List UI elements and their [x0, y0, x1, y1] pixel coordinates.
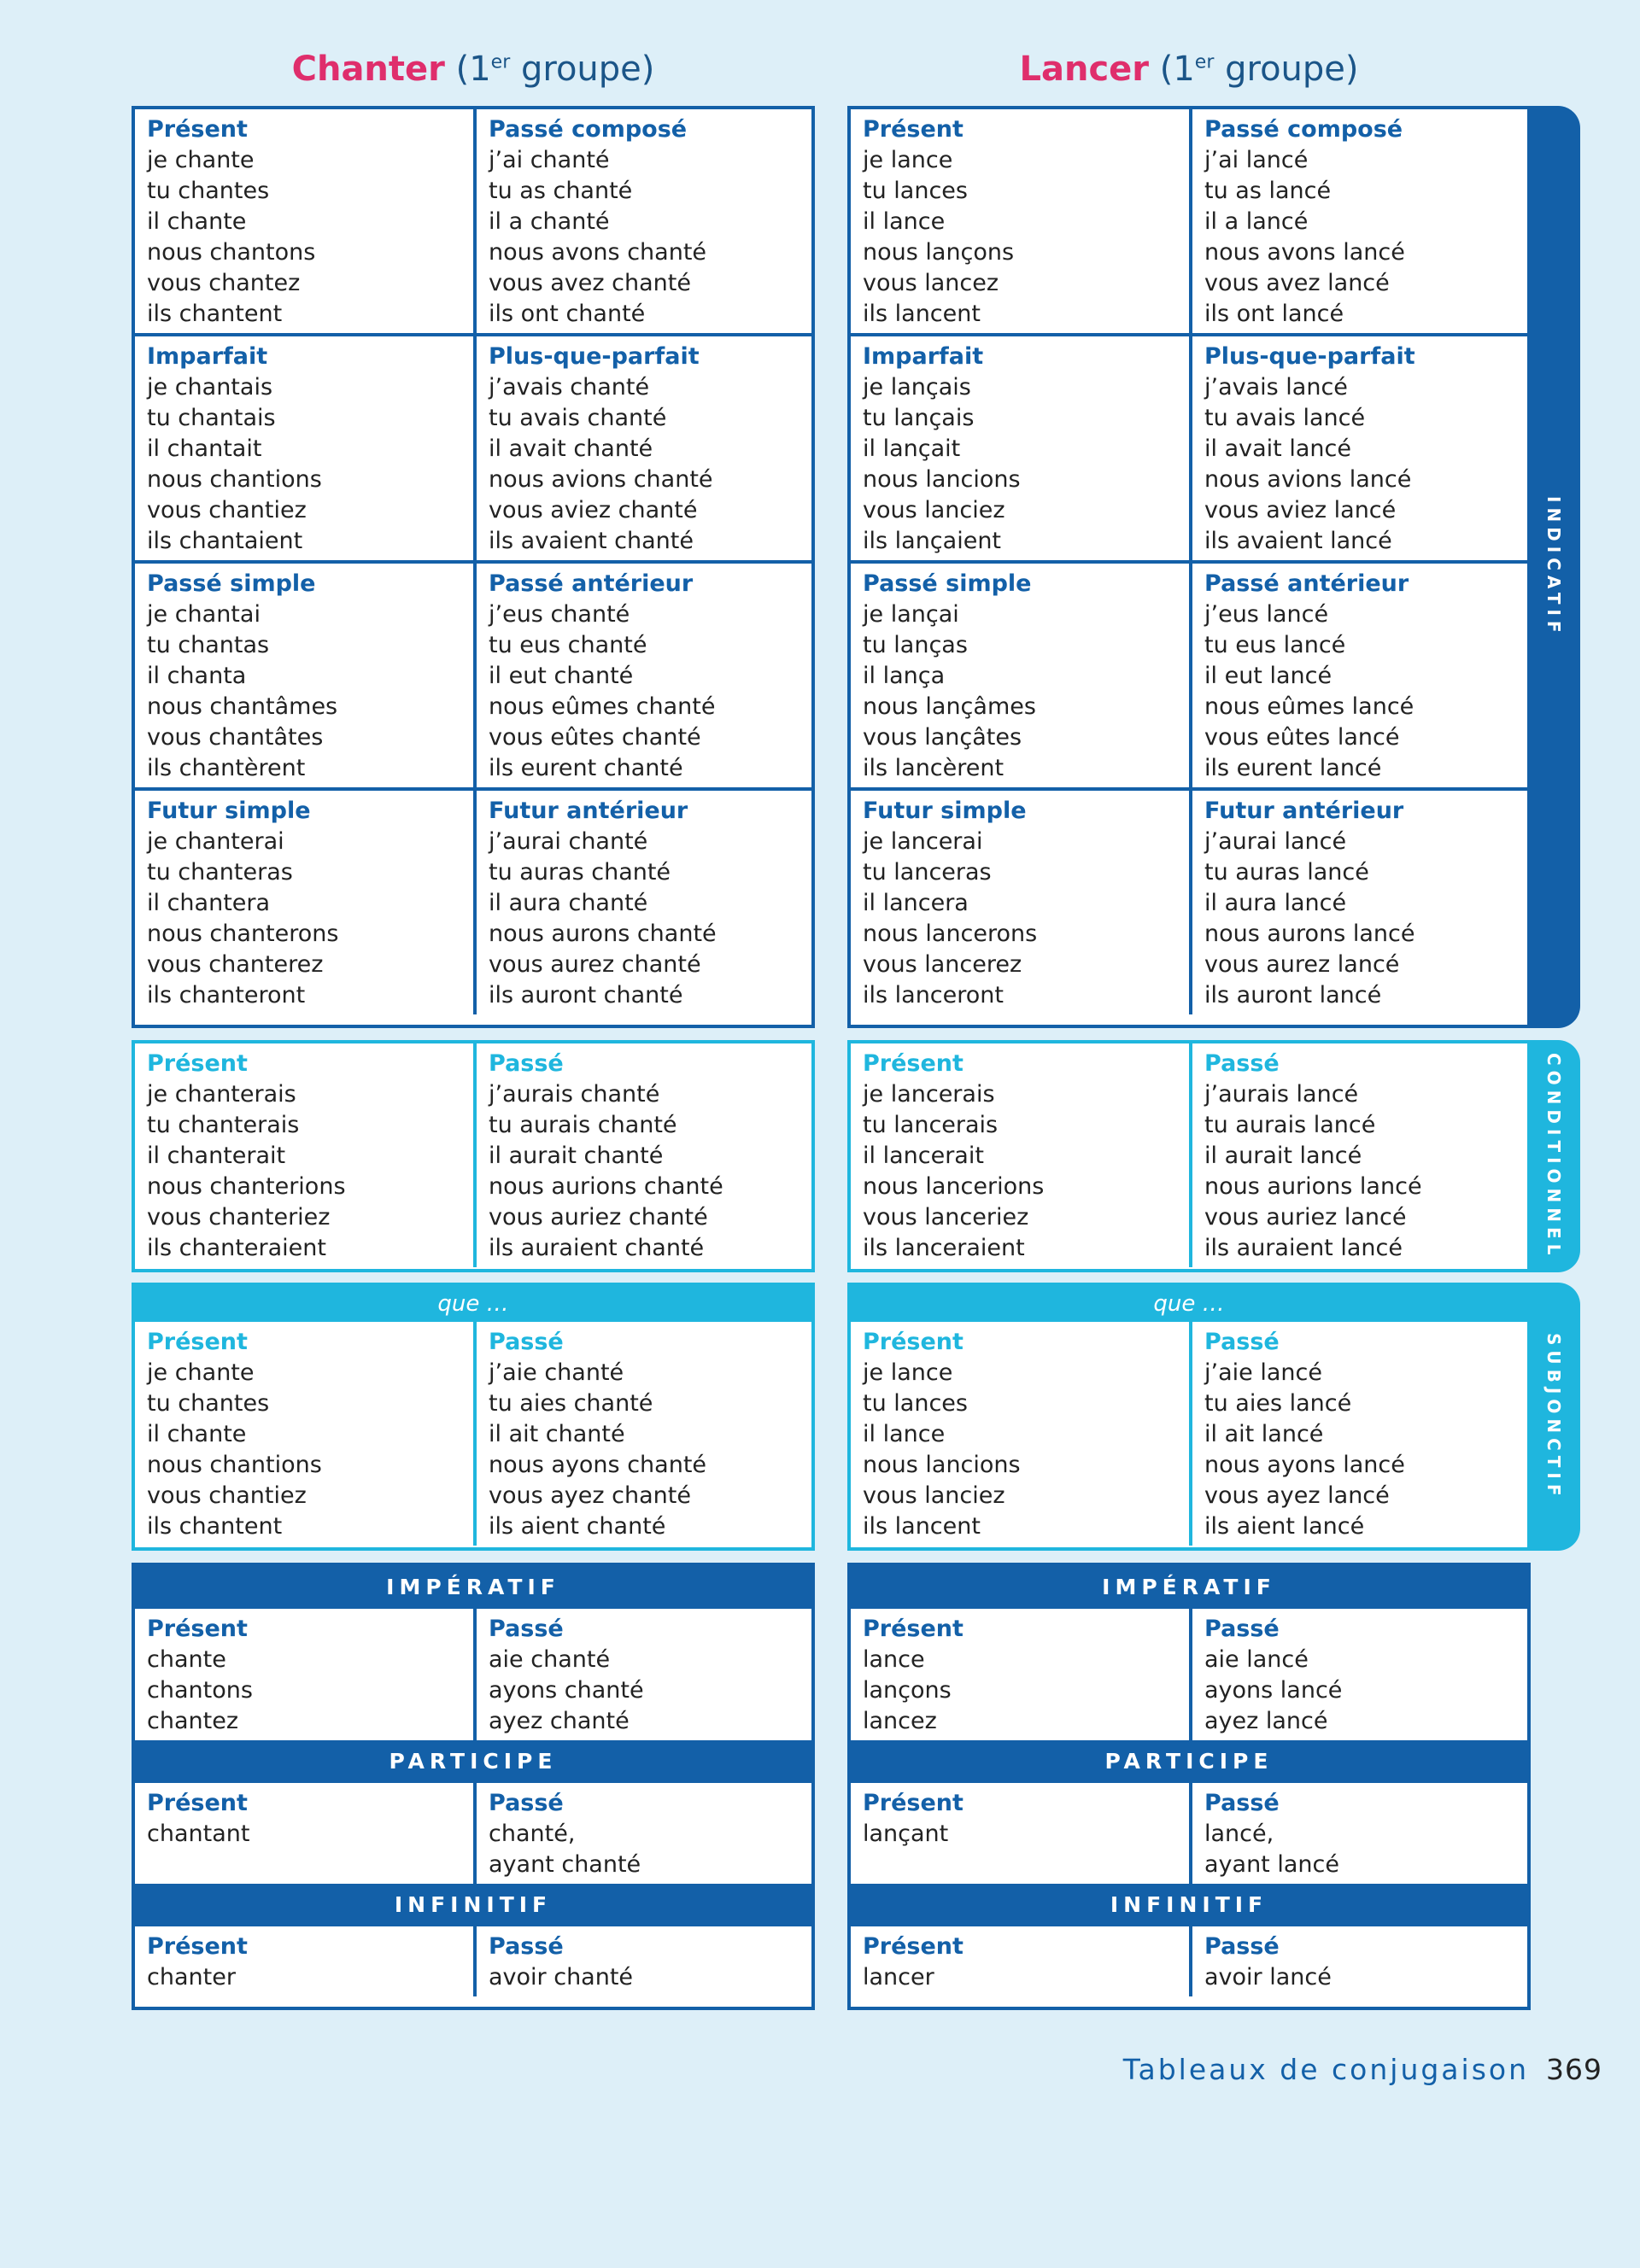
participe-header: PARTICIPE: [135, 1740, 811, 1783]
tense-row: [851, 333, 1527, 560]
tense-cell: Passé antérieur j’eus lancé tu eus lancé il eut lancé nous eûmes lancé vous eûtes lancé ils eurent lancé: [1189, 564, 1527, 787]
verb-group: (1er groupe): [455, 50, 655, 89]
participe-header: PARTICIPE: [851, 1740, 1527, 1783]
tense-cell: Imparfait je chantais tu chantais il chantait nous chantions vous chantiez ils chantaient: [147, 343, 322, 554]
tense-row: [135, 1609, 811, 1740]
tense-cell: Passé lancé, ayant lancé: [1189, 1783, 1527, 1884]
tense-cell: Présent je lance tu lances il lance nous lancions vous lanciez ils lancent: [863, 1329, 1021, 1540]
infinitif-header: INFINITIF: [851, 1884, 1527, 1926]
conditionnel-table-chanter: [132, 1040, 815, 1272]
tense-cell: Présent je lancerais tu lancerais il lancerait nous lancerions vous lanceriez ils lanceraient: [863, 1050, 1045, 1261]
tense-cell: Passé simple je lançai tu lanças il lança nous lançâmes vous lançâtes ils lancèrent: [863, 570, 1036, 781]
subjonctif-table-chanter: [132, 1283, 815, 1551]
tense-row: [135, 1322, 811, 1546]
indicatif-table-chanter: [132, 106, 815, 1028]
tense-row: [851, 1926, 1527, 1996]
tense-row: [135, 560, 811, 787]
tense-cell: Présent lance lançons lancez: [863, 1616, 964, 1734]
tab-label: INDICATIF: [1543, 496, 1564, 638]
tense-cell: Passé chanté, ayant chanté: [473, 1783, 811, 1884]
page-footer: [1123, 2053, 1602, 2086]
tense-cell: Présent chanter: [147, 1933, 248, 1990]
tense-cell: Passé j’aurais lancé tu aurais lancé il aurait lancé nous aurions lancé vous auriez lancé ils auraient lancé: [1189, 1043, 1527, 1267]
verb-title-chanter: [132, 50, 815, 89]
verb-name: Lancer: [1019, 50, 1150, 89]
tense-row: [135, 1926, 811, 1996]
tense-cell: Plus-que-parfait j’avais chanté tu avais chanté il avait chanté nous avions chanté vous aviez chanté ils avaient chanté: [473, 336, 811, 560]
tense-cell: Passé composé j’ai chanté tu as chanté il a chanté nous avons chanté vous avez chanté ils ont chanté: [473, 109, 811, 333]
tense-cell: Passé avoir lancé: [1189, 1926, 1527, 1996]
tense-cell: Présent lancer: [863, 1933, 964, 1990]
infinitif-header: INFINITIF: [135, 1884, 811, 1926]
tab-subjonctif: [1527, 1283, 1580, 1551]
page-number: 369: [1546, 2053, 1602, 2086]
imperatif-participe-infinitif-table-chanter: [132, 1563, 815, 2010]
tense-row: [135, 1783, 811, 1884]
tense-cell: Passé composé j’ai lancé tu as lancé il a lancé nous avons lancé vous avez lancé ils ont lancé: [1189, 109, 1527, 333]
tense-cell: Passé j’aie chanté tu aies chanté il ait chanté nous ayons chanté vous ayez chanté ils aient chanté: [473, 1322, 811, 1546]
tab-indicatif: [1527, 106, 1580, 1028]
tense-cell: Présent je chanterais tu chanterais il chanterait nous chanterions vous chanteriez ils chanteraient: [147, 1050, 346, 1261]
imperatif-header: IMPÉRATIF: [851, 1566, 1527, 1609]
tense-cell: Futur simple je lancerai tu lanceras il lancera nous lancerons vous lancerez ils lanceront: [863, 798, 1038, 1008]
indicatif-table-lancer: [847, 106, 1531, 1028]
tense-row: [135, 333, 811, 560]
imperatif-header: IMPÉRATIF: [135, 1566, 811, 1609]
tense-cell: Plus-que-parfait j’avais lancé tu avais lancé il avait lancé nous avions lancé vous aviez lancé ils avaient lancé: [1189, 336, 1527, 560]
footer-section: Tableaux de conjugaison: [1122, 2053, 1529, 2086]
tense-cell: Présent je lance tu lances il lance nous lançons vous lancez ils lancent: [863, 116, 1015, 327]
tense-row: [851, 560, 1527, 787]
tense-row: [135, 1043, 811, 1267]
tense-row: [851, 1609, 1527, 1740]
tense-cell: Futur simple je chanterai tu chanteras il chantera nous chanterons vous chanterez ils chanteront: [147, 798, 339, 1008]
tense-row: [135, 787, 811, 1014]
tense-cell: Passé aie chanté ayons chanté ayez chanté: [473, 1609, 811, 1740]
que-header: que …: [135, 1286, 811, 1322]
verb-group: (1er groupe): [1159, 50, 1359, 89]
tense-cell: Futur antérieur j’aurai chanté tu auras chanté il aura chanté nous aurons chanté vous aurez chanté ils auront chanté: [473, 791, 811, 1014]
tense-cell: Imparfait je lançais tu lançais il lançait nous lancions vous lanciez ils lançaient: [863, 343, 1021, 554]
imperatif-participe-infinitif-table-lancer: [847, 1563, 1531, 2010]
tense-row: [851, 1043, 1527, 1267]
tense-row: [851, 787, 1527, 1014]
tab-conditionnel: [1527, 1040, 1580, 1272]
tense-row: [851, 1322, 1527, 1546]
verb-name: Chanter: [291, 50, 445, 89]
tense-cell: Passé avoir chanté: [473, 1926, 811, 1996]
subjonctif-table-lancer: [847, 1283, 1531, 1551]
tense-cell: Futur antérieur j’aurai lancé tu auras lancé il aura lancé nous aurons lancé vous aurez lancé ils auront lancé: [1189, 791, 1527, 1014]
tab-label: CONDITIONNEL: [1543, 1052, 1564, 1260]
tense-cell: Présent chante chantons chantez: [147, 1616, 253, 1734]
tense-cell: Présent lançant: [863, 1790, 964, 1847]
tense-cell: Présent je chante tu chantes il chante nous chantons vous chantez ils chantent: [147, 116, 316, 327]
tense-cell: Passé j’aurais chanté tu aurais chanté il aurait chanté nous aurions chanté vous auriez chanté ils auraient chanté: [473, 1043, 811, 1267]
tense-row: [135, 109, 811, 333]
tense-cell: Présent je chante tu chantes il chante nous chantions vous chantiez ils chantent: [147, 1329, 322, 1540]
tense-cell: Passé antérieur j’eus chanté tu eus chanté il eut chanté nous eûmes chanté vous eûtes chanté ils eurent chanté: [473, 564, 811, 787]
que-header: que …: [851, 1286, 1527, 1322]
tense-cell: Passé simple je chantai tu chantas il chanta nous chantâmes vous chantâtes ils chantèrent: [147, 570, 338, 781]
tense-cell: Passé j’aie lancé tu aies lancé il ait lancé nous ayons lancé vous ayez lancé ils aient lancé: [1189, 1322, 1527, 1546]
conditionnel-table-lancer: [847, 1040, 1531, 1272]
tense-cell: Passé aie lancé ayons lancé ayez lancé: [1189, 1609, 1527, 1740]
tense-cell: Présent chantant: [147, 1790, 250, 1847]
tab-label: SUBJONCTIF: [1543, 1332, 1564, 1501]
tense-row: [851, 1783, 1527, 1884]
tense-row: [851, 109, 1527, 333]
verb-title-lancer: [847, 50, 1531, 89]
